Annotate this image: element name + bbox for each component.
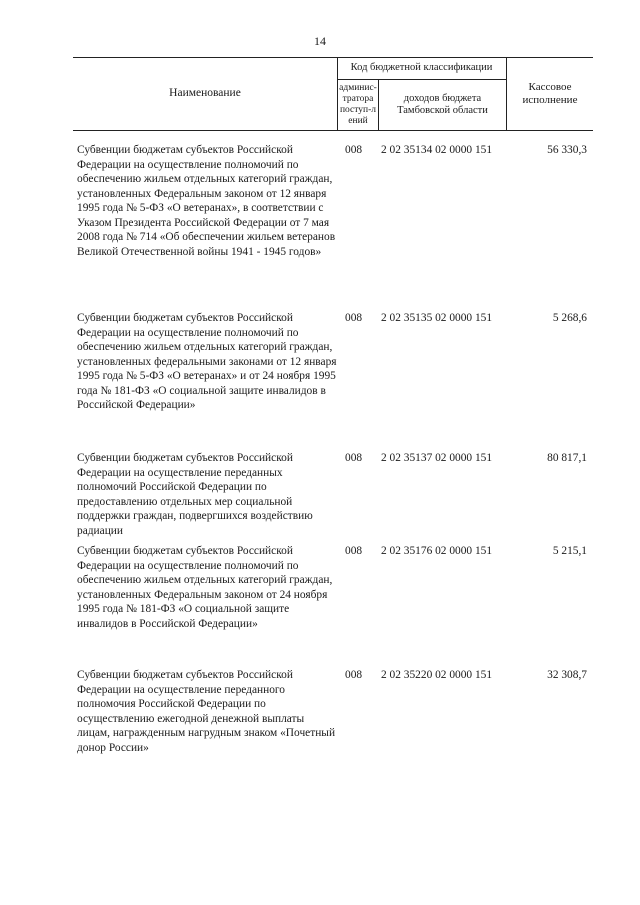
row-income-code: 2 02 35137 02 0000 151 bbox=[381, 452, 493, 464]
row-income-code: 2 02 35220 02 0000 151 bbox=[381, 669, 493, 681]
row-admin-code: 008 bbox=[345, 144, 363, 156]
row-name: Субвенции бюджетам субъектов Российской Федерации на осуществление полномочий по обеспечению жильем отдельных категорий граждан, установленных Федеральным законом от 12 января 1995 года № 5-ФЗ «О ветеранах», в соответствии с Указом Президента Российской Федерации от 7 мая 2008 года № 714 «Об обеспечении жильем ветеранов Великой Отечественной войны 1941 - 1945 годов» bbox=[77, 144, 336, 258]
header-income: доходов бюджета Тамбовской области bbox=[397, 92, 488, 116]
row-name: Субвенции бюджетам субъектов Российской Федерации на осуществление полномочий по обеспечению жильем отдельных категорий граждан, установленных федеральными законами от 12 января 1995 года № 5-ФЗ «О ветеранах» и от 24 ноября 1995 года № 181-ФЗ «О социальной защите инвалидов в Российской Федерации» bbox=[77, 312, 337, 411]
row-admin-code: 008 bbox=[345, 312, 363, 324]
row-name: Субвенции бюджетам субъектов Российской Федерации на осуществление полномочий по обеспечению жильем отдельных категорий граждан, установленных Федеральным законом от 24 ноября 1995 года № 181-ФЗ «О социальной защите инвалидов в Российской Федерации» bbox=[77, 545, 333, 630]
row-amount: 80 817,1 bbox=[547, 452, 587, 464]
row-income-code: 2 02 35176 02 0000 151 bbox=[381, 545, 493, 557]
row-amount: 5 268,6 bbox=[552, 312, 587, 324]
header-administrator: админис-тратора поступ-лений bbox=[339, 83, 377, 126]
row-name: Субвенции бюджетам субъектов Российской Федерации на осуществление переданного полномочия Российской Федерации по осуществлению ежегодной денежной выплаты лицам, награжденным нагрудным знаком «Почетный донор России» bbox=[77, 669, 336, 754]
row-income-code: 2 02 35134 02 0000 151 bbox=[381, 144, 493, 156]
page-number: 14 bbox=[314, 34, 326, 48]
header-budget-code: Код бюджетной классификации bbox=[350, 62, 493, 74]
row-amount: 32 308,7 bbox=[547, 669, 587, 681]
row-amount: 56 330,3 bbox=[547, 144, 587, 156]
header-execution: Кассовое исполнение bbox=[522, 81, 578, 106]
row-admin-code: 008 bbox=[345, 545, 363, 557]
header-name: Наименование bbox=[169, 87, 241, 100]
row-name: Субвенции бюджетам субъектов Российской Федерации на осуществление переданных полномочий Российской Федерации по предоставлению отдельных мер социальной поддержки граждан, подвергшихся воздействию радиации bbox=[77, 452, 313, 537]
row-admin-code: 008 bbox=[345, 452, 363, 464]
table-header bbox=[73, 57, 593, 131]
row-amount: 5 215,1 bbox=[552, 545, 587, 557]
row-income-code: 2 02 35135 02 0000 151 bbox=[381, 312, 493, 324]
row-admin-code: 008 bbox=[345, 669, 363, 681]
